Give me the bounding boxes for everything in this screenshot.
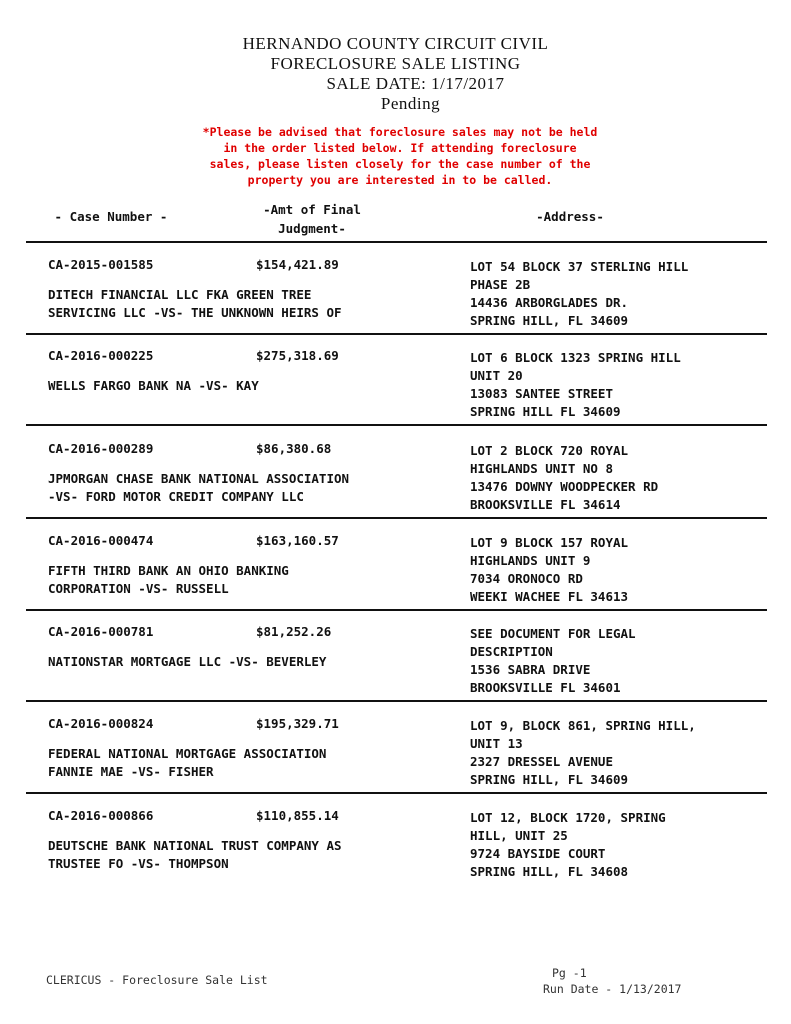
case-number: CA-2016-000824 bbox=[48, 716, 154, 731]
property-address bbox=[470, 442, 658, 514]
notice-line: in the order listed below. If attending foreclosure bbox=[223, 141, 577, 155]
column-header-amount-line: -Amt of Final bbox=[263, 202, 361, 217]
judgment-amount: $163,160.57 bbox=[256, 533, 339, 548]
address-line: UNIT 20 bbox=[470, 368, 523, 383]
address-line: 9724 BAYSIDE COURT bbox=[470, 846, 606, 861]
notice-line: property you are interested in to be called. bbox=[247, 173, 553, 187]
judgment-amount: $275,318.69 bbox=[256, 348, 339, 363]
property-address bbox=[470, 349, 681, 421]
case-number: CA-2016-000781 bbox=[48, 624, 154, 639]
report-title: HERNANDO COUNTY CIRCUIT CIVIL bbox=[242, 34, 549, 53]
address-line: LOT 12, BLOCK 1720, SPRING bbox=[470, 810, 666, 825]
case-parties bbox=[48, 745, 326, 781]
sale-status: Pending bbox=[380, 94, 441, 113]
case-parties bbox=[48, 653, 326, 671]
address-line: PHASE 2B bbox=[470, 277, 531, 292]
judgment-amount: $81,252.26 bbox=[256, 624, 332, 639]
record-divider bbox=[26, 517, 767, 519]
column-header-case-number: - Case Number - bbox=[54, 209, 168, 224]
address-line: LOT 9, BLOCK 861, SPRING HILL, bbox=[470, 718, 696, 733]
address-line: LOT 2 BLOCK 720 ROYAL bbox=[470, 443, 629, 458]
foreclosure-record bbox=[0, 807, 791, 899]
case-number: CA-2016-000289 bbox=[48, 441, 154, 456]
address-line: 14436 ARBORGLADES DR. bbox=[470, 295, 629, 310]
case-number: CA-2016-000474 bbox=[48, 533, 154, 548]
parties-line: FEDERAL NATIONAL MORTGAGE ASSOCIATION bbox=[48, 746, 327, 761]
address-line: DESCRIPTION bbox=[470, 644, 553, 659]
property-address bbox=[470, 534, 628, 606]
judgment-amount: $154,421.89 bbox=[256, 257, 339, 272]
address-line: 7034 ORONOCO RD bbox=[470, 571, 583, 586]
parties-line: DITECH FINANCIAL LLC FKA GREEN TREE bbox=[48, 287, 312, 302]
judgment-amount: $110,855.14 bbox=[256, 808, 339, 823]
footer-page: Pg -1 bbox=[552, 966, 587, 980]
property-address bbox=[470, 717, 696, 789]
parties-line: FANNIE MAE -VS- FISHER bbox=[48, 764, 214, 779]
address-line: HIGHLANDS UNIT NO 8 bbox=[470, 461, 613, 476]
parties-line: JPMORGAN CHASE BANK NATIONAL ASSOCIATION bbox=[48, 471, 350, 486]
judgment-amount: $195,329.71 bbox=[256, 716, 339, 731]
property-address bbox=[470, 258, 688, 330]
property-address bbox=[470, 625, 636, 697]
report-subtitle: FORECLOSURE SALE LISTING bbox=[270, 54, 521, 73]
case-parties bbox=[48, 837, 342, 873]
address-line: SEE DOCUMENT FOR LEGAL bbox=[470, 626, 636, 641]
parties-line: WELLS FARGO BANK NA -VS- KAY bbox=[48, 378, 259, 393]
footer-run-date: Run Date - 1/13/2017 bbox=[543, 982, 682, 996]
record-divider bbox=[26, 792, 767, 794]
header-divider bbox=[26, 241, 767, 243]
notice-line: *Please be advised that foreclosure sales may not be held bbox=[202, 125, 598, 139]
parties-line: -VS- FORD MOTOR CREDIT COMPANY LLC bbox=[48, 489, 304, 504]
property-address bbox=[470, 809, 666, 881]
address-line: WEEKI WACHEE FL 34613 bbox=[470, 589, 629, 604]
case-parties bbox=[48, 286, 342, 322]
parties-line: CORPORATION -VS- RUSSELL bbox=[48, 581, 229, 596]
address-line: LOT 9 BLOCK 157 ROYAL bbox=[470, 535, 629, 550]
case-number: CA-2016-000225 bbox=[48, 348, 154, 363]
case-number: CA-2015-001585 bbox=[48, 257, 154, 272]
address-line: SPRING HILL, FL 34609 bbox=[470, 313, 629, 328]
parties-line: FIFTH THIRD BANK AN OHIO BANKING bbox=[48, 563, 289, 578]
address-line: 13083 SANTEE STREET bbox=[470, 386, 613, 401]
record-divider bbox=[26, 424, 767, 426]
case-number: CA-2016-000866 bbox=[48, 808, 154, 823]
case-parties bbox=[48, 470, 349, 506]
column-header-amount bbox=[232, 200, 392, 238]
parties-line: DEUTSCHE BANK NATIONAL TRUST COMPANY AS bbox=[48, 838, 342, 853]
address-line: HIGHLANDS UNIT 9 bbox=[470, 553, 591, 568]
address-line: SPRING HILL, FL 34608 bbox=[470, 864, 629, 879]
address-line: UNIT 13 bbox=[470, 736, 523, 751]
parties-line: SERVICING LLC -VS- THE UNKNOWN HEIRS OF bbox=[48, 305, 342, 320]
column-header-amount-line: Judgment- bbox=[278, 221, 346, 236]
address-line: BROOKSVILLE FL 34614 bbox=[470, 497, 621, 512]
address-line: LOT 6 BLOCK 1323 SPRING HILL bbox=[470, 350, 681, 365]
case-parties bbox=[48, 377, 259, 395]
record-divider bbox=[26, 700, 767, 702]
sale-date: SALE DATE: 1/17/2017 bbox=[326, 74, 505, 93]
address-line: 2327 DRESSEL AVENUE bbox=[470, 754, 613, 769]
judgment-amount: $86,380.68 bbox=[256, 441, 332, 456]
record-divider bbox=[26, 609, 767, 611]
address-line: SPRING HILL, FL 34609 bbox=[470, 772, 629, 787]
column-header-address: -Address- bbox=[536, 209, 604, 224]
address-line: SPRING HILL FL 34609 bbox=[470, 404, 621, 419]
parties-line: TRUSTEE FO -VS- THOMPSON bbox=[48, 856, 229, 871]
case-parties bbox=[48, 562, 289, 598]
notice-line: sales, please listen closely for the case number of the bbox=[209, 157, 591, 171]
address-line: 13476 DOWNY WOODPECKER RD bbox=[470, 479, 659, 494]
record-divider bbox=[26, 333, 767, 335]
address-line: LOT 54 BLOCK 37 STERLING HILL bbox=[470, 259, 689, 274]
notice-text bbox=[180, 124, 620, 188]
address-line: BROOKSVILLE FL 34601 bbox=[470, 680, 621, 695]
parties-line: NATIONSTAR MORTGAGE LLC -VS- BEVERLEY bbox=[48, 654, 327, 669]
address-line: 1536 SABRA DRIVE bbox=[470, 662, 591, 677]
address-line: HILL, UNIT 25 bbox=[470, 828, 568, 843]
footer-source: CLERICUS - Foreclosure Sale List bbox=[46, 973, 268, 987]
